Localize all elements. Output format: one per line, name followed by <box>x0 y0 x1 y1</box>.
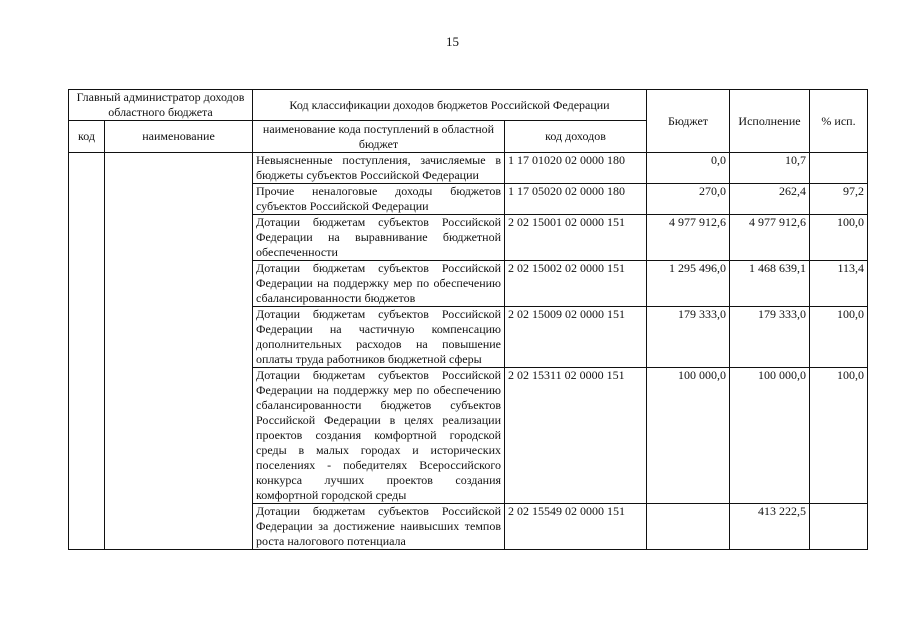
execution-cell: 10,7 <box>730 153 810 184</box>
admin-name-cell <box>105 153 253 550</box>
budget-cell: 270,0 <box>647 184 730 215</box>
income-name-cell: Дотации бюджетам субъектов Российской Федерации на поддержку мер по обеспечению сбалансированности бюджетов субъектов Российской Федерации в целях реализации проектов создания комфортной городской среды в малых городах и исторических поселениях - победителях Всероссийского конкурса лучших проектов создания комфортной городской среды <box>253 368 505 504</box>
table-header <box>69 90 868 153</box>
budget-cell: 100 000,0 <box>647 368 730 504</box>
budget-header: Бюджет <box>647 90 730 153</box>
income-name-cell: Прочие неналоговые доходы бюджетов субъектов Российской Федерации <box>253 184 505 215</box>
revenue-table <box>68 89 868 550</box>
income-code-header: код доходов <box>505 121 647 153</box>
execution-cell: 179 333,0 <box>730 307 810 368</box>
percent-cell <box>810 153 868 184</box>
income-code-cell: 2 02 15549 02 0000 151 <box>505 504 647 550</box>
income-code-cell: 2 02 15311 02 0000 151 <box>505 368 647 504</box>
execution-cell: 413 222,5 <box>730 504 810 550</box>
income-name-cell: Дотации бюджетам субъектов Российской Федерации на поддержку мер по обеспечению сбалансированности бюджетов <box>253 261 505 307</box>
admin-group-header: Главный администратор доходов областного бюджета <box>69 90 253 121</box>
budget-cell: 0,0 <box>647 153 730 184</box>
admin-name-header: наименование <box>105 121 253 153</box>
percent-cell: 100,0 <box>810 215 868 261</box>
percent-cell: 97,2 <box>810 184 868 215</box>
percent-cell: 113,4 <box>810 261 868 307</box>
percent-cell <box>810 504 868 550</box>
page-number: 15 <box>446 34 459 49</box>
income-name-header: наименование кода поступлений в областной бюджет <box>253 121 505 153</box>
admin-code-header: код <box>69 121 105 153</box>
percent-header: % исп. <box>810 90 868 153</box>
percent-cell: 100,0 <box>810 368 868 504</box>
table-body <box>69 153 868 550</box>
percent-cell: 100,0 <box>810 307 868 368</box>
admin-code-cell <box>69 153 105 550</box>
income-name-cell: Дотации бюджетам субъектов Российской Федерации за достижение наивысших темпов роста налогового потенциала <box>253 504 505 550</box>
budget-cell: 179 333,0 <box>647 307 730 368</box>
income-name-cell: Дотации бюджетам субъектов Российской Федерации на частичную компенсацию дополнительных расходов на повышение оплаты труда работников бюджетной сферы <box>253 307 505 368</box>
budget-cell: 4 977 912,6 <box>647 215 730 261</box>
income-code-cell: 1 17 05020 02 0000 180 <box>505 184 647 215</box>
classification-header: Код классификации доходов бюджетов Российской Федерации <box>253 90 647 121</box>
budget-cell: 1 295 496,0 <box>647 261 730 307</box>
income-code-cell: 2 02 15002 02 0000 151 <box>505 261 647 307</box>
budget-cell <box>647 504 730 550</box>
execution-cell: 1 468 639,1 <box>730 261 810 307</box>
income-code-cell: 2 02 15001 02 0000 151 <box>505 215 647 261</box>
income-code-cell: 2 02 15009 02 0000 151 <box>505 307 647 368</box>
execution-cell: 262,4 <box>730 184 810 215</box>
income-name-cell: Невыясненные поступления, зачисляемые в бюджеты субъектов Российской Федерации <box>253 153 505 184</box>
income-name-cell: Дотации бюджетам субъектов Российской Федерации на выравнивание бюджетной обеспеченности <box>253 215 505 261</box>
execution-cell: 100 000,0 <box>730 368 810 504</box>
execution-header: Исполнение <box>730 90 810 153</box>
income-code-cell: 1 17 01020 02 0000 180 <box>505 153 647 184</box>
execution-cell: 4 977 912,6 <box>730 215 810 261</box>
table-row <box>69 153 868 184</box>
